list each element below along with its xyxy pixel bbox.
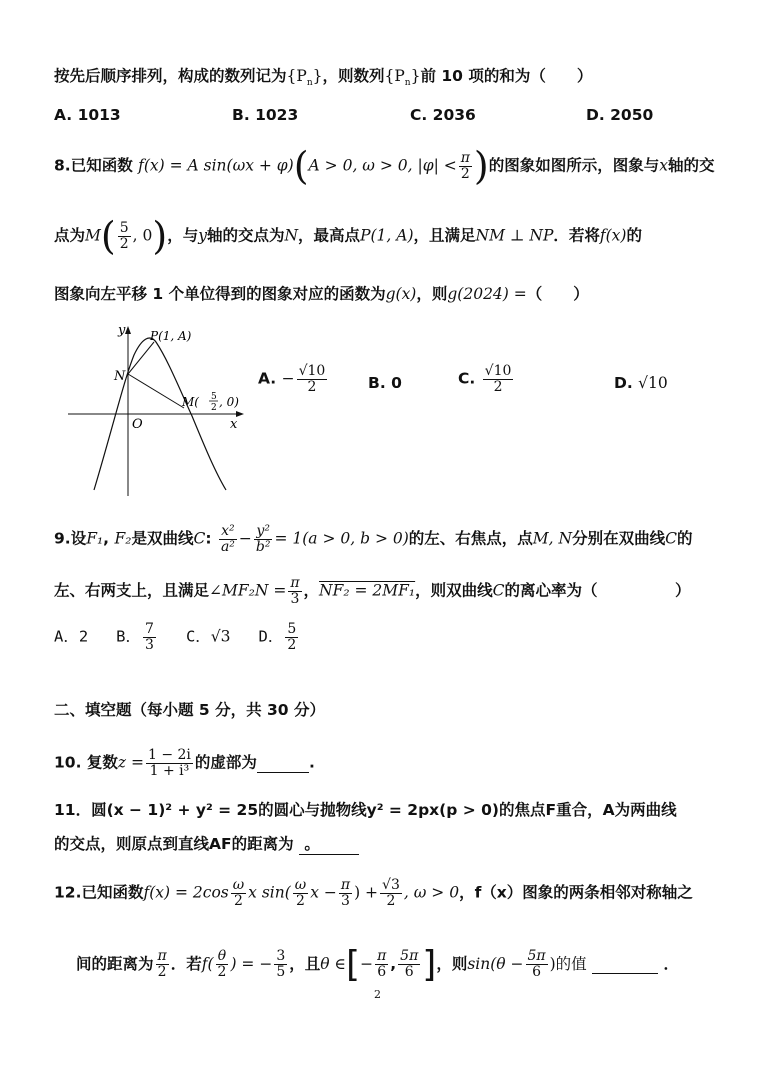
- segment-NP: [128, 342, 154, 374]
- q11-answer-blank[interactable]: 。: [299, 832, 359, 855]
- graph-M-end: , 0): [219, 395, 239, 409]
- q8-option-a: A. − $\frac{√10}{2}$: [258, 363, 326, 395]
- q8-line2: 点为M( $\frac{5}{2}$ , 0)，与y轴的交点为N，最高点P(1, A)，且满足NM ⊥ NP．若将f(x)的: [54, 214, 642, 258]
- q8-option-d: D. √10: [614, 374, 668, 392]
- q9-line1: 9.设F₁, F₂是双曲线C: $\frac{\text{x²}}{\text{a²}}$ − $\frac{\text{y²}}{\text{b²}}$ = 1(a > 0, b > 0)的左、右焦点，点M, N分别在双曲线C的: [54, 523, 693, 555]
- q10-answer-blank[interactable]: [257, 754, 309, 773]
- q11-line1: 11．圆(x − 1)² + y² = 25的圆心与抛物线y² = 2px(p > 0)的焦点F重合，A为两曲线: [54, 801, 677, 819]
- q11-line2: 的交点，则原点到直线AF的距离为 。: [54, 832, 359, 855]
- graph-y-arrow: [125, 326, 131, 334]
- q12-line1: 12.已知函数f(x) = 2cos $\frac{\omega}{2}$ x sin( $\frac{\omega}{2}$ x − $\frac{\pi}{3}$ ) + $\frac{√3}{2}$ , ω > 0，f（x）图象的两条相邻对称轴之: [54, 877, 693, 909]
- q10-line: 10. 复数z = $\frac{1 - 2i}{\text{1 + i³}}$ 的虚部为 .: [54, 747, 315, 779]
- q7-option-b: B. 1023: [232, 106, 299, 124]
- graph-M-den: 2: [211, 403, 217, 413]
- q12-answer-blank[interactable]: [592, 955, 658, 974]
- graph-y-label: y: [118, 323, 126, 338]
- graph-M-label: M(: [182, 395, 199, 409]
- q8-line1: 8.已知函数 f(x) = A sin(ωx + φ)(A > 0, ω > 0, |φ| < $\frac{\pi}{2}$ )的图象如图所示，图象与x轴的交: [54, 144, 715, 188]
- q8-condition: A > 0, ω > 0, |φ| <: [308, 156, 457, 175]
- section-heading-fill-in: 二、填空题（每小题 5 分，共 30 分）: [54, 701, 325, 719]
- q7-line: [54, 64, 592, 88]
- q7-seq1: $\{P_n\}$: [286, 67, 323, 89]
- graph-origin-label: O: [132, 417, 143, 432]
- q9-line2: 左、右两支上，且满足∠MF₂N = $\frac{\pi}{3}$ ，NF₂ = 2MF₁，则双曲线C的离心率为（ ）: [54, 575, 691, 607]
- q7-part2: ，则数列: [322, 67, 385, 85]
- graph-P-label: P(1, A): [150, 329, 192, 343]
- q7-part1: 按先后顺序排列，构成的数列记为: [54, 67, 287, 85]
- q9-options: A．2 B． $\frac{7}{3}$ C．√3 D． $\frac{5}{2}$: [54, 621, 297, 653]
- q8-graph: [64, 320, 254, 500]
- q7-part3: 前 10 项的和为（ ）: [420, 67, 593, 85]
- q7-option-c: C. 2036: [410, 106, 476, 124]
- q7-option-a: A. 1013: [54, 106, 121, 124]
- graph-N-label: N: [114, 369, 126, 384]
- q8-option-c: C. $\frac{√10}{2}$: [458, 363, 512, 395]
- q7-option-d: D. 2050: [586, 106, 654, 124]
- graph-M-num: 5: [211, 392, 217, 402]
- q8-line3: 图象向左平移 1 个单位得到的图象对应的函数为g(x)，则g(2024) =（ ）: [54, 285, 589, 303]
- q12-line2: 间的距离为 $\frac{\pi}{2}$ ．若f( $\frac{\theta}{2}$ ) = − $\frac{3}{5}$ ，且θ ∈[− $\frac{\pi}{6}$ , $\frac{5\pi}{6}$ ]，则sin(θ − $\frac{5\pi}{6}$ )的值 ．: [76, 944, 680, 985]
- q8-option-b: B. 0: [368, 374, 402, 392]
- graph-x-label: x: [230, 417, 238, 432]
- q7-seq2: $\{P_n\}$: [384, 67, 421, 89]
- page-number: 2: [374, 988, 381, 1001]
- q8-function: f(x) = A sin(ωx + φ): [138, 156, 294, 175]
